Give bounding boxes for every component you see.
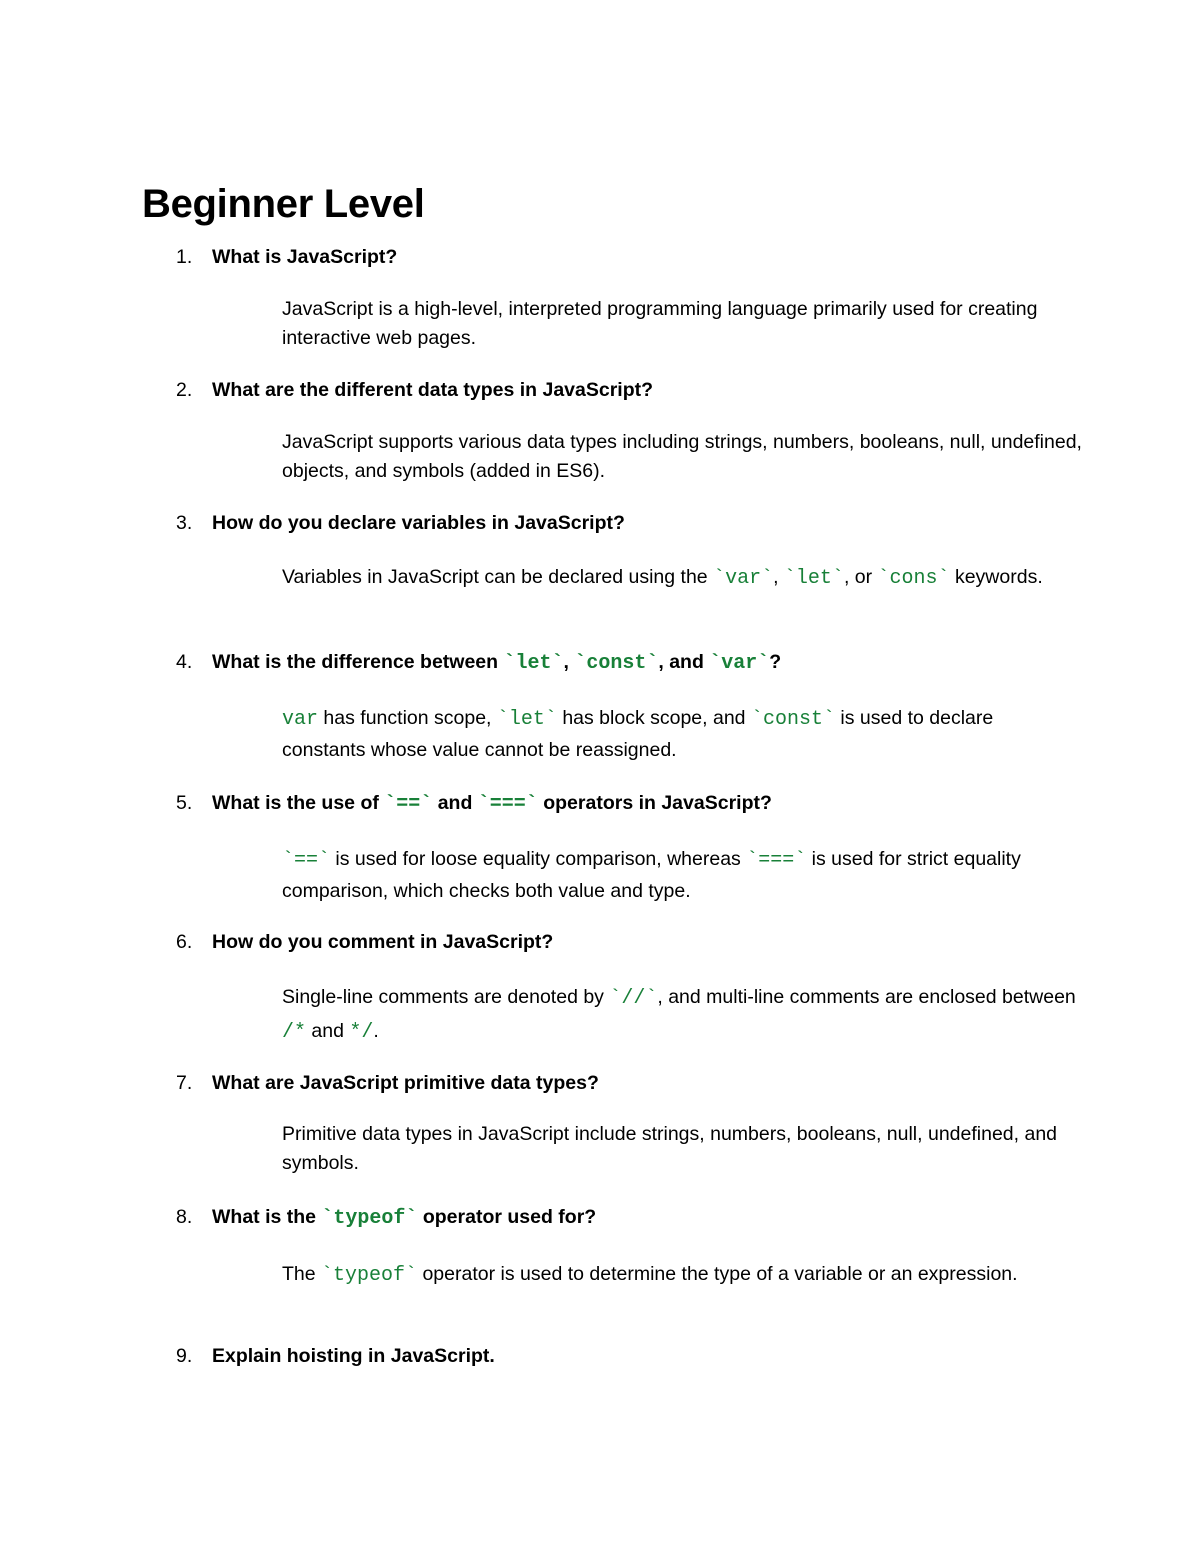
- answer-4: [282, 703, 1082, 765]
- question-text: What is the: [212, 1206, 322, 1228]
- code-snippet: `typeof`: [321, 1264, 418, 1287]
- page-title: Beginner Level: [142, 182, 425, 226]
- code-snippet: `==`: [282, 849, 331, 872]
- question-text: ,: [563, 651, 575, 673]
- code-snippet: var: [282, 708, 319, 731]
- code-snippet: `==`: [384, 793, 433, 816]
- answer-text: has function scope,: [318, 707, 497, 729]
- question-text: ?: [769, 651, 782, 673]
- answer-3: [282, 563, 1082, 593]
- question-text: What is JavaScript?: [212, 246, 398, 268]
- question-text: What are JavaScript primitive data types?: [212, 1072, 599, 1094]
- question-4: [176, 648, 1076, 678]
- answer-text: The: [282, 1263, 322, 1285]
- question-7: [176, 1069, 1076, 1097]
- answer-2: JavaScript supports various data types including strings, numbers, booleans, null, undefined, objects, and symbols (added in ES6).: [282, 431, 1082, 482]
- question-text: What is the difference between: [212, 651, 504, 673]
- question-text: What is the use of: [212, 792, 385, 814]
- question-5: [176, 789, 1076, 819]
- question-text: operators in JavaScript?: [537, 792, 772, 814]
- answer-7: Primitive data types in JavaScript include strings, numbers, booleans, null, undefined, and symbols.: [282, 1123, 1058, 1174]
- question-text: and: [432, 792, 478, 814]
- question-text: Explain hoisting in JavaScript.: [212, 1345, 495, 1367]
- question-number: 6.: [176, 931, 193, 953]
- answer-text: Variables in JavaScript can be declared using the: [282, 566, 714, 588]
- question-3: [176, 509, 1076, 537]
- question-9: [176, 1342, 1076, 1370]
- answer-1: JavaScript is a high-level, interpreted programming language primarily used for creating interactive web pages.: [282, 298, 1038, 349]
- answer-text: and: [306, 1020, 350, 1042]
- answer-text: .: [373, 1020, 379, 1042]
- question-text: What are the different data types in JavaScript?: [212, 379, 654, 401]
- question-number: 2.: [176, 379, 193, 401]
- question-6: [176, 928, 1076, 956]
- code-snippet: `cons`: [877, 567, 950, 590]
- answer-5: [282, 844, 1082, 906]
- answer-text: is used to declare constants whose value cannot be reassigned.: [282, 707, 994, 761]
- code-snippet: `let`: [496, 708, 557, 731]
- question-number: 8.: [176, 1206, 193, 1228]
- code-snippet: `//`: [609, 987, 658, 1010]
- answer-6: [282, 981, 1082, 1049]
- code-snippet: `var`: [713, 567, 774, 590]
- code-snippet: `const`: [750, 708, 835, 731]
- question-8: [176, 1203, 1076, 1233]
- answer-text: , or: [843, 566, 878, 588]
- question-1: [176, 243, 1076, 271]
- answer-text: Single-line comments are denoted by: [282, 986, 610, 1008]
- question-text: operator used for?: [417, 1206, 597, 1228]
- code-snippet: `const`: [574, 652, 659, 675]
- code-snippet: `===`: [477, 793, 538, 816]
- question-number: 7.: [176, 1072, 193, 1094]
- answer-text: operator is used to determine the type of a variable or an expression.: [417, 1263, 1018, 1285]
- code-snippet: /*: [282, 1021, 307, 1044]
- code-snippet: */: [349, 1021, 374, 1044]
- answer-text: ,: [773, 566, 784, 588]
- question-2: [176, 376, 1076, 404]
- question-number: 4.: [176, 651, 193, 673]
- question-number: 5.: [176, 792, 193, 814]
- question-number: 3.: [176, 512, 193, 534]
- question-number: 1.: [176, 246, 193, 268]
- answer-text: has block scope, and: [556, 707, 751, 729]
- answer-text: is used for loose equality comparison, whereas: [330, 848, 747, 870]
- code-snippet: `===`: [746, 849, 807, 872]
- code-snippet: `let`: [503, 652, 564, 675]
- answer-text: is used for strict equality comparison, which checks both value and type.: [282, 848, 1021, 902]
- code-snippet: `typeof`: [321, 1207, 418, 1230]
- code-snippet: `let`: [783, 567, 844, 590]
- question-text: , and: [658, 651, 710, 673]
- question-text: How do you declare variables in JavaScript?: [212, 512, 625, 534]
- question-number: 9.: [176, 1345, 193, 1367]
- question-text: How do you comment in JavaScript?: [212, 931, 554, 953]
- code-snippet: `var`: [709, 652, 770, 675]
- answer-8: [282, 1259, 1082, 1291]
- answer-text: , and multi-line comments are enclosed between: [657, 986, 1076, 1008]
- answer-text: keywords.: [949, 566, 1043, 588]
